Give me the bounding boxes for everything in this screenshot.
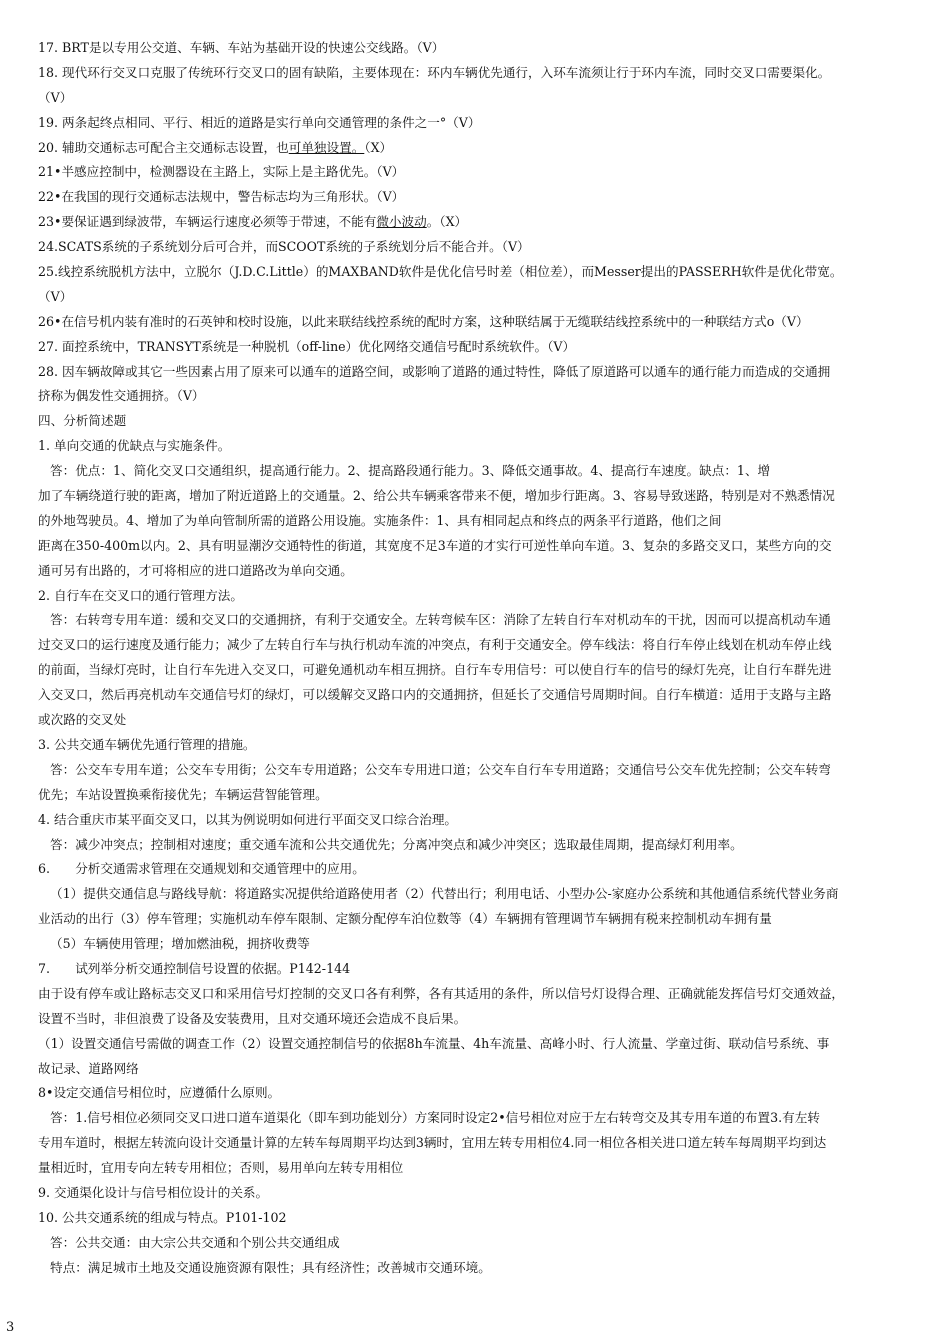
text-line	[38, 633, 914, 658]
text-segment: （5）车辆使用管理；增加燃油税，拥挤收费等	[50, 936, 310, 952]
text-line	[38, 758, 914, 783]
text-segment: 4. 结合重庆市某平面交叉口，以其为例说明如何进行平面交叉口综合治理。	[38, 811, 458, 827]
text-segment: （V）	[38, 89, 73, 105]
text-segment: （X）	[364, 139, 393, 155]
text-line	[38, 808, 914, 833]
text-line	[38, 409, 914, 434]
text-line	[38, 1181, 914, 1206]
text-line	[38, 260, 914, 285]
text-line	[38, 783, 914, 808]
text-line	[38, 1007, 914, 1032]
text-segment: 故记录、道路网络	[38, 1060, 139, 1076]
text-segment: 可单独设置。	[288, 139, 365, 155]
text-line	[38, 1256, 914, 1281]
text-line	[38, 459, 914, 484]
text-segment: 专用车道时，根据左转流向设计交通量计算的左转车每周期平均达到3辆时，宜用左转专用相位4.同一相位各相关进口道左转车每周期平均到达	[38, 1135, 827, 1151]
text-segment: 答：右转弯专用车道：缓和交叉口的交通拥挤，有利于交通安全。左转弯候车区：消除了左转自行车对机动车的干扰，因而可以提高机动车通	[50, 612, 831, 628]
text-segment: 业活动的出行（3）停车管理；实施机动车停车限制、定额分配停车泊位数等（4）车辆拥有管理调节车辆拥有税来控制机动车拥有量	[38, 911, 772, 927]
text-line	[38, 335, 914, 360]
text-segment: 。（X）	[426, 214, 468, 230]
text-segment: （1）设置交通信号需做的调查工作（2）设置交通控制信号的依据8h车流量、4h车流量、高峰小时、行人流量、学童过街、联动信号系统、事	[38, 1035, 830, 1051]
text-segment: 距离在350-400m以内。2、具有明显潮汐交通特性的街道，其宽度不足3车道的才实行可逆性单向车道。3、复杂的多路交叉口，某些方向的交	[38, 537, 832, 553]
text-line	[38, 86, 914, 111]
text-line	[38, 608, 914, 633]
text-segment: （V）	[38, 288, 73, 304]
text-segment: 量相近时，宜用专向左转专用相位；否则，易用单向左转专用相位	[38, 1160, 404, 1176]
text-line	[38, 136, 914, 161]
text-segment: 答：公交车专用车道；公交车专用街；公交车专用道路；公交车专用进口道；公交车自行车专用道路；交通信号公交车优先控制；公交车转弯	[50, 761, 831, 777]
text-segment: 答：公共交通：由大宗公共交通和个别公共交通组成	[50, 1234, 340, 1250]
text-line	[38, 1206, 914, 1231]
text-line	[38, 957, 914, 982]
text-segment: 挤称为偶发性交通拥挤。（V）	[38, 388, 205, 404]
text-line	[38, 61, 914, 86]
text-line	[38, 360, 914, 385]
text-segment: 17. BRT是以专用公交道、车辆、车站为基础开设的快速公交线路。（V）	[38, 40, 445, 55]
text-segment: 微小波动	[376, 214, 427, 230]
text-segment: 或次路的交叉处	[38, 712, 127, 728]
text-line	[38, 285, 914, 310]
text-line	[38, 982, 914, 1007]
text-segment: （1）提供交通信息与路线导航：将道路实况提供给道路使用者（2）代替出行；利用电话、小型办公-家庭办公系统和其他通信系统代替业务商	[50, 886, 839, 902]
text-segment: 24.SCATS系统的子系统划分后可合并，而SCOOT系统的子系统划分后不能合并。（V）	[38, 239, 530, 255]
text-line	[38, 185, 914, 210]
text-segment: 10. 公共交通系统的组成与特点。P101-102	[38, 1209, 287, 1225]
text-segment: 答：优点：1、简化交叉口交通组织，提高通行能力。2、提高路段通行能力。3、降低交通事故。4、提高行车速度。缺点：1、增	[50, 463, 771, 479]
text-line	[38, 36, 914, 61]
text-line	[38, 384, 914, 409]
text-line	[38, 1131, 914, 1156]
text-line	[38, 559, 914, 584]
text-line	[38, 857, 914, 882]
text-segment: 6. 分析交通需求管理在交通规划和交通管理中的应用。	[38, 861, 365, 877]
text-segment: 通可另有出路的，才可将相应的进口道路改为单向交通。	[38, 562, 353, 578]
text-line	[38, 932, 914, 957]
text-segment: 四、分析简述题	[38, 413, 127, 429]
text-segment: 22•在我国的现行交通标志法规中，警告标志均为三角形状。（V）	[38, 189, 405, 205]
text-segment: 特点：满足城市土地及交通设施资源有限性；具有经济性；改善城市交通环境。	[50, 1259, 491, 1275]
text-line	[38, 833, 914, 858]
text-segment: 28. 因车辆故障或其它一些因素占用了原来可以通车的道路空间，或影响了道路的通过特性，降低了原道路可以通车的通行能力而造成的交通拥	[38, 363, 831, 379]
text-segment: 26•在信号机内装有准时的石英钟和校时设施，以此来联结线控系统的配时方案，这种联结属于无缆联结线控系统中的一种联结方式o（V）	[38, 313, 809, 329]
text-segment: 答：减少冲突点；控制相对速度；重交通车流和公共交通优先；分离冲突点和减少冲突区；选取最佳周期，提高绿灯利用率。	[50, 836, 743, 852]
text-line	[38, 434, 914, 459]
text-line	[38, 484, 914, 509]
text-segment: 3. 公共交通车辆优先通行管理的措施。	[38, 736, 256, 752]
text-segment: 8•设定交通信号相位时，应遵循什么原则。	[38, 1085, 281, 1101]
text-segment: 7. 试列举分析交通控制信号设置的依据。P142-144	[38, 960, 351, 976]
text-line	[38, 733, 914, 758]
text-line	[38, 160, 914, 185]
text-line	[38, 1081, 914, 1106]
text-segment: 设置不当时，非但浪费了设备及安装费用，且对交通环境还会造成不良后果。	[38, 1010, 467, 1026]
page-number: 3	[6, 1320, 15, 1335]
text-segment: 由于设有停车或让路标志交叉口和采用信号灯控制的交叉口各有利弊，各有其适用的条件，所以信号灯设得合理、正确就能发挥信号灯交通效益，	[38, 985, 844, 1001]
text-line	[38, 882, 914, 907]
document-body	[38, 36, 914, 1281]
text-segment: 21•半感应控制中，检测器设在主路上，实际上是主路优先。（V）	[38, 164, 405, 180]
text-line	[38, 658, 914, 683]
text-line	[38, 534, 914, 559]
text-line	[38, 310, 914, 335]
text-segment: 20. 辅助交通标志可配合主交通标志设置，也	[38, 139, 289, 155]
text-segment: 入交叉口，然后再亮机动车交通信号灯的绿灯，可以缓解交叉路口内的交通拥挤，但延长了交通信号周期时间。自行车横道：适用于支路与主路	[38, 687, 832, 703]
text-segment: 过交叉口的运行速度及通行能力；减少了左转自行车与执行机动车流的冲突点，有利于交通安全。停车线法：将自行车停止线划在机动车停止线	[38, 637, 832, 653]
text-line	[38, 1106, 914, 1131]
text-line	[38, 509, 914, 534]
text-segment: 的前面，当绿灯亮时，让自行车先进入交叉口，可避免通机动车相互拥挤。自行车专用信号：可以使自行车的信号的绿灯先亮，让自行车群先进	[38, 662, 832, 678]
text-line	[38, 1156, 914, 1181]
text-line	[38, 1057, 914, 1082]
text-segment: 19. 两条起终点相同、平行、相近的道路是实行单向交通管理的条件之一°（V）	[38, 114, 481, 130]
text-segment: 答：1.信号相位必须同交叉口进口道车道渠化（即车到功能划分）方案同时设定2•信号相位对应于左右转弯交及其专用车道的布置3.有左转	[50, 1110, 820, 1126]
text-line	[38, 708, 914, 733]
text-segment: 1. 单向交通的优缺点与实施条件。	[38, 438, 231, 454]
text-line	[38, 907, 914, 932]
text-segment: 18. 现代环行交叉口克服了传统环行交叉口的固有缺陷，主要体现在：环内车辆优先通行，入环车流须让行于环内车流，同时交叉口需要渠化。	[38, 64, 831, 80]
text-line	[38, 683, 914, 708]
text-segment: 9. 交通渠化设计与信号相位设计的关系。	[38, 1184, 269, 1200]
text-segment: 优先；车站设置换乘衔接优先；车辆运营智能管理。	[38, 786, 328, 802]
text-line	[38, 210, 914, 235]
text-segment: 加了车辆绕道行驶的距离，增加了附近道路上的交通量。2、给公共车辆乘客带来不便，增加步行距离。3、容易导致迷路，特别是对不熟悉情况	[38, 488, 835, 504]
text-segment: 2. 自行车在交叉口的通行管理方法。	[38, 587, 243, 603]
text-segment: 25.线控系统脱机方法中，立脱尔（J.D.C.Little）的MAXBAND软件是优化信号时差（相位差），而Messer提出的PASSERH软件是优化带宽。	[38, 264, 843, 280]
text-segment: 的外地驾驶员。4、增加了为单向管制所需的道路公用设施。实施条件：1、具有相同起点和终点的两条平行道路，他们之间	[38, 512, 722, 528]
text-segment: 27. 面控系统中，TRANSYT系统是一种脱机（off-line）优化网络交通信号配时系统软件。（V）	[38, 338, 576, 354]
text-line	[38, 111, 914, 136]
text-line	[38, 1231, 914, 1256]
text-segment: 23•要保证遇到绿波带，车辆运行速度必须等于带速，不能有	[38, 214, 377, 230]
text-line	[38, 584, 914, 609]
text-line	[38, 1032, 914, 1057]
text-line	[38, 235, 914, 260]
